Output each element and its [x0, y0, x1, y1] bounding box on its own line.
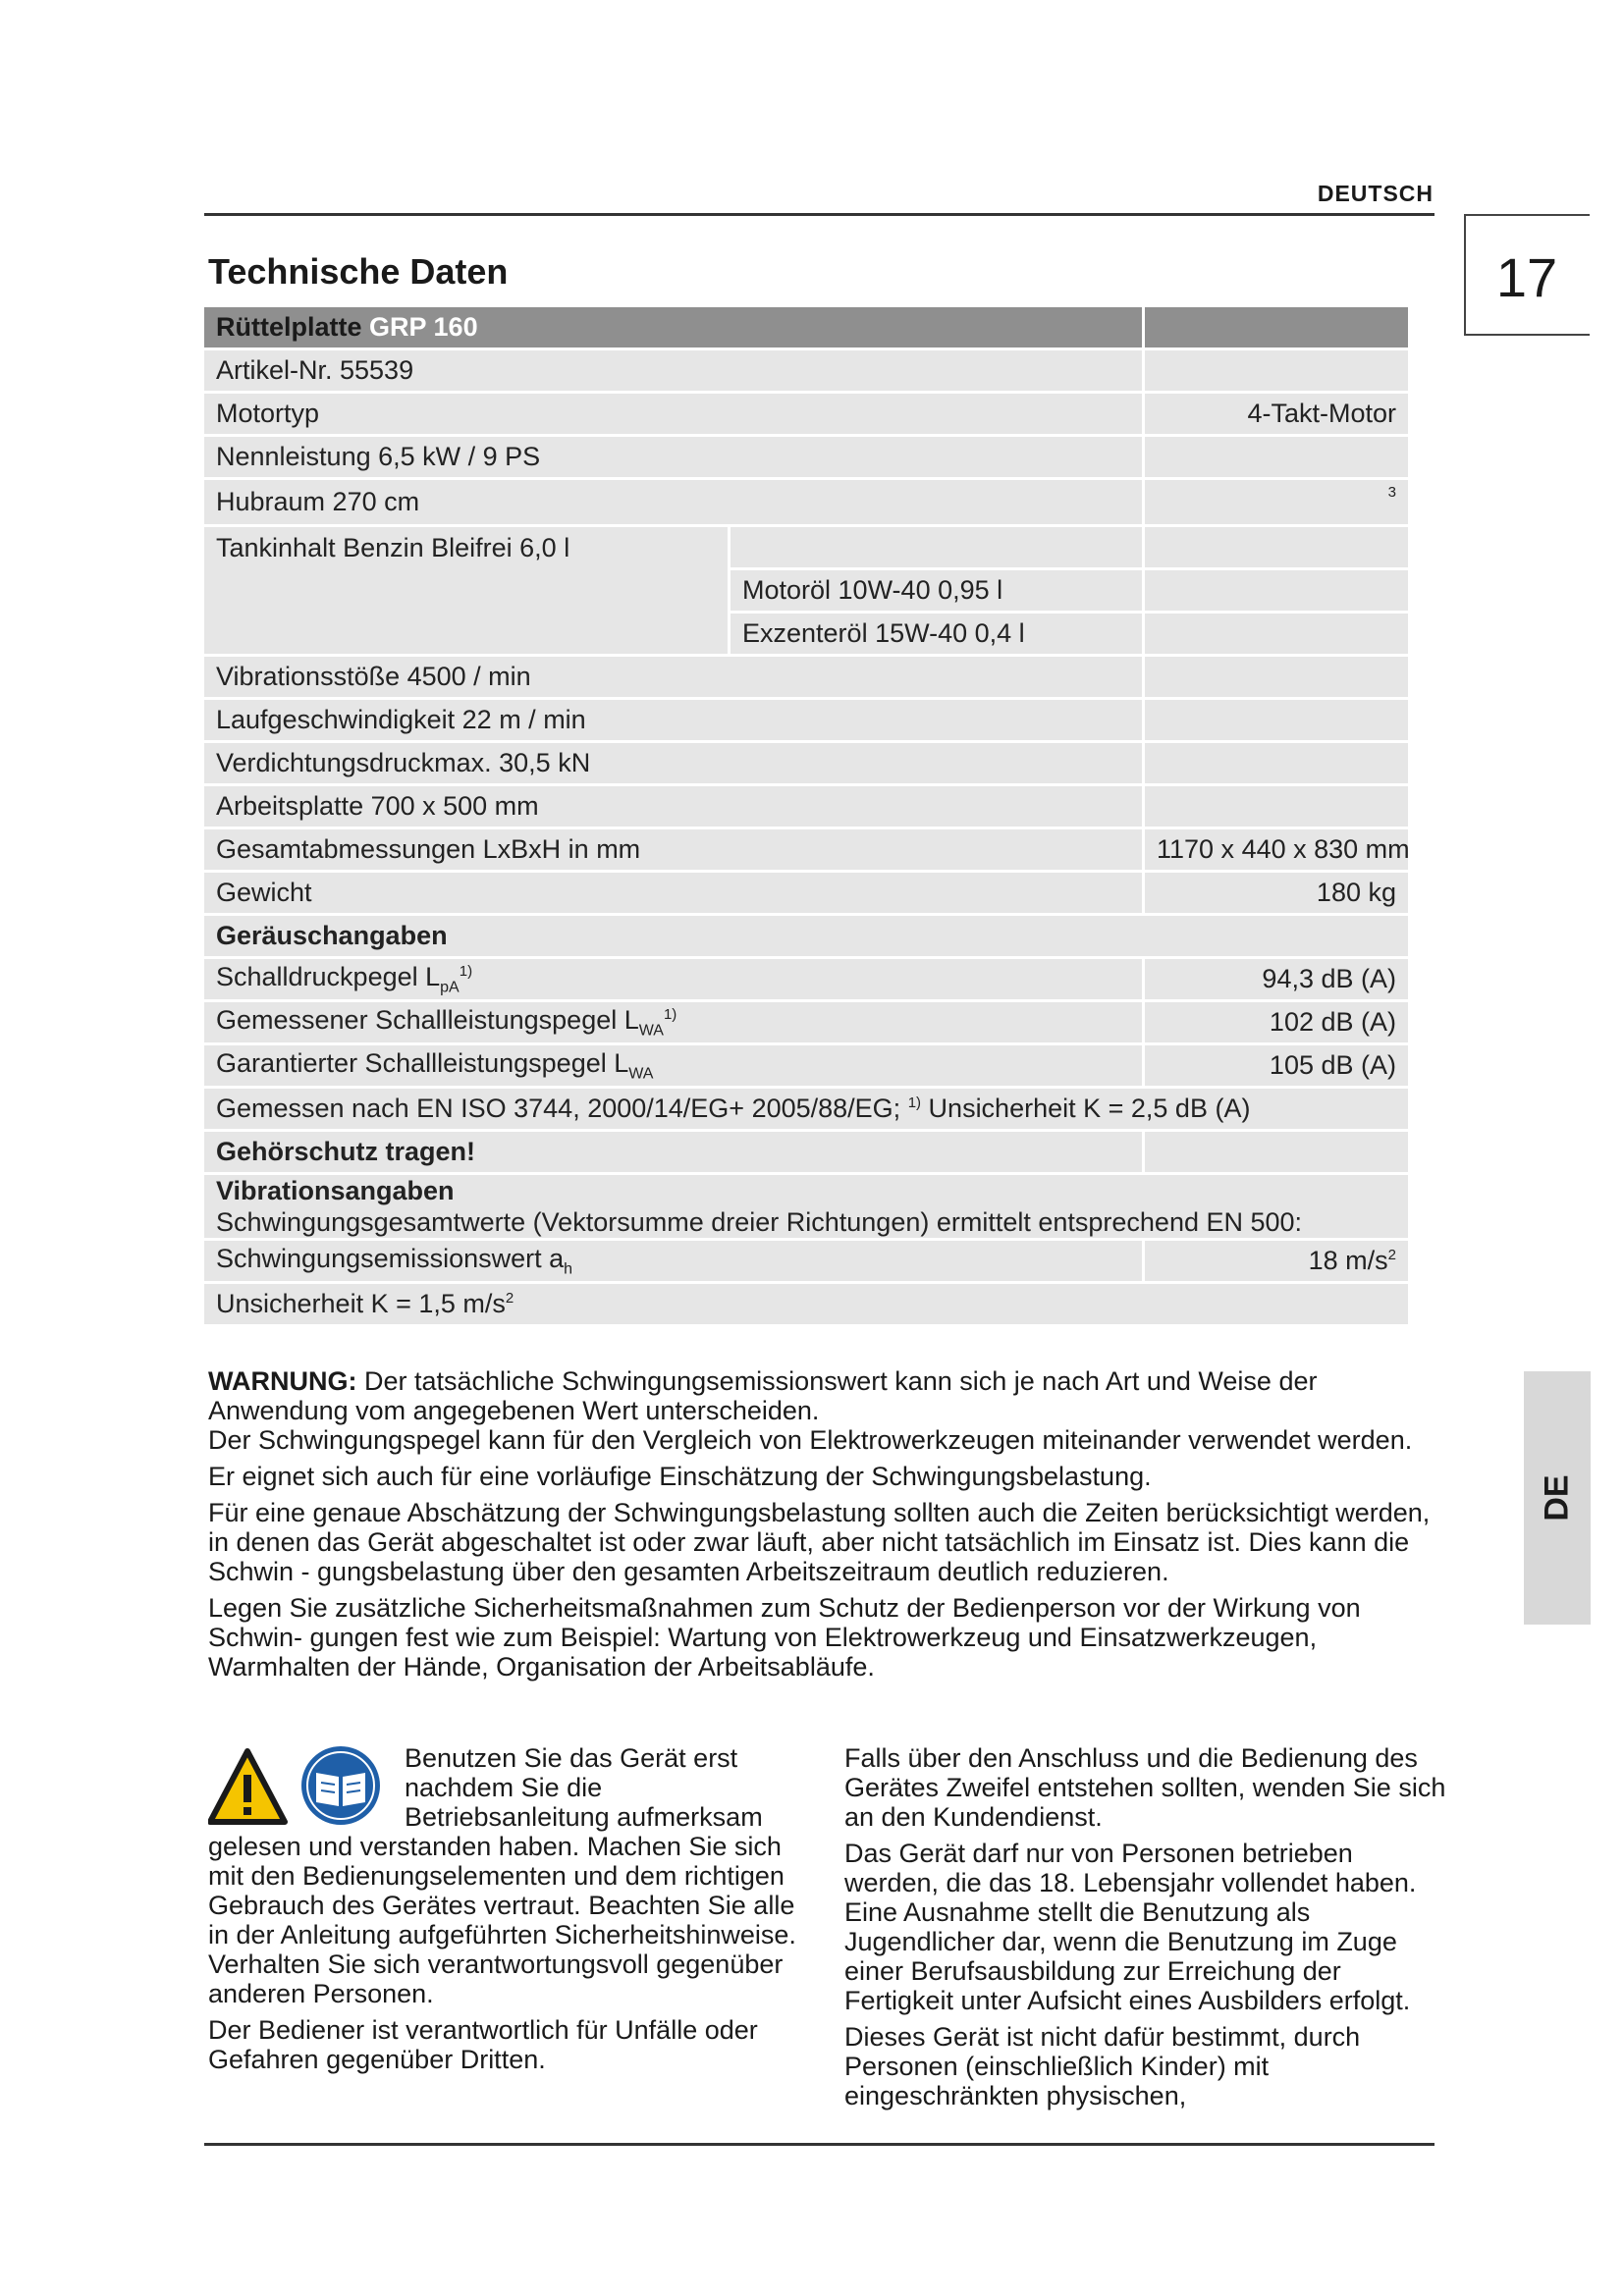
spec-table-header	[204, 307, 1408, 347]
table-row	[204, 700, 1408, 740]
measured-swl-label: Gemessener Schallleistungspegel L	[216, 1004, 639, 1035]
table-row	[204, 394, 1408, 434]
safety-icons	[208, 1743, 395, 1832]
warning-paragraph: Er eignet sich auch für eine vorläufige Einschätzung der Schwingungsbelastung.	[208, 1462, 1152, 1491]
right-paragraph: Falls über den Anschluss und die Bedienung des Gerätes Zweifel entstehen sollten, wenden Sie sich an den Kundendienst.	[844, 1743, 1446, 1832]
vibration-desc: Schwingungsgesamtwerte (Vektorsumme dreier Richtungen) ermittelt entsprechend EN 500:	[216, 1207, 1303, 1237]
spec-label: Nennleistung 6,5 kW / 9 PS	[204, 437, 1145, 477]
spec-label: Vibrationsstöße 4500 / min	[204, 657, 1145, 697]
table-row	[204, 657, 1408, 697]
ear-protection: Gehörschutz tragen!	[204, 1132, 1145, 1172]
warning-paragraph	[208, 1366, 1447, 1455]
table-row	[204, 743, 1408, 783]
language-header: DEUTSCH	[1317, 181, 1434, 206]
spec-label	[204, 1241, 1145, 1281]
table-row	[204, 1132, 1408, 1172]
spec-label: Verdichtungsdruckmax. 30,5 kN	[204, 743, 1145, 783]
spec-value	[1145, 437, 1408, 477]
spec-value: 4-Takt-Motor	[1145, 394, 1408, 434]
spec-label: Motortyp	[204, 394, 1145, 434]
measured-swl-sub: WA	[638, 1022, 664, 1040]
spec-label	[204, 1045, 1145, 1086]
spl-sub: pA	[440, 979, 460, 996]
table-row	[204, 1045, 1408, 1086]
spec-value	[1145, 350, 1408, 391]
spec-value: 3	[1145, 480, 1408, 524]
table-row	[204, 829, 1408, 870]
spec-label	[204, 1089, 1408, 1129]
spec-label: Gesamtabmessungen LxBxH in mm	[204, 829, 1145, 870]
spec-value: 1170 x 440 x 830 mm	[1145, 829, 1408, 870]
right-paragraph: Das Gerät darf nur von Personen betrieben werden, die das 18. Lebensjahr vollendet haben. Eine Ausnahme stellt die Benutzung als Jugendlicher dar, wenn die Benutzung im Zuge einer Berufsausbildung zur Erreichung der Fertigkeit unter Aufsicht eines Ausbilders erfolgt.	[844, 1839, 1417, 2015]
warning-text-1: Der tatsächliche Schwingungsemissionswert kann sich je nach Art und Weise der Anwendung vom angegebenen Wert unterscheiden.	[208, 1366, 1318, 1425]
table-row	[204, 1175, 1408, 1238]
language-side-tab	[1524, 1371, 1591, 1625]
table-row	[204, 527, 1408, 567]
spec-sublabel: Exzenteröl 15W-40 0,4 l	[731, 614, 1145, 654]
spec-value: 94,3 dB (A)	[1145, 959, 1408, 999]
page-title: Technische Daten	[208, 251, 509, 292]
spec-table-header-cell	[204, 307, 1145, 347]
left-paragraph: Der Bediener ist verantwortlich für Unfälle oder Gefahren gegenüber Dritten.	[208, 2015, 758, 2074]
warning-triangle-icon	[210, 1751, 285, 1822]
spec-value	[1145, 786, 1408, 827]
table-row	[204, 1002, 1408, 1042]
spl-label: Schalldruckpegel L	[216, 961, 441, 991]
spec-label: Hubraum 270 cm	[204, 480, 1145, 524]
spec-value	[1145, 700, 1408, 740]
emission-value-sup: 2	[1387, 1247, 1396, 1263]
noise-heading: Geräuschangaben	[204, 916, 1408, 956]
spec-value	[1145, 1241, 1408, 1281]
table-row	[204, 1284, 1408, 1324]
spec-label: Gewicht	[204, 873, 1145, 913]
uncertainty-label: Unsicherheit K = 1,5 m/s	[216, 1289, 506, 1318]
spec-sublabel: Motoröl 10W-40 0,95 l	[731, 570, 1145, 611]
table-row	[204, 916, 1408, 956]
warning-paragraph: Für eine genaue Abschätzung der Schwingungsbelastung sollten auch die Zeiten berücksichtigt werden, in denen das Gerät abgeschaltet ist oder zwar läuft, aber nicht tatsächlich im Einsatz ist. Dies kann die Schwin - gungsbelastung über den gesamten Arbeitszeitraum deutlich reduzieren.	[208, 1498, 1431, 1586]
spec-value	[1145, 657, 1408, 697]
spec-table	[204, 304, 1408, 1327]
spec-label: Artikel-Nr. 55539	[204, 350, 1145, 391]
guaranteed-swl-label: Garantierter Schallleistungspegel L	[216, 1047, 629, 1078]
table-row	[204, 350, 1408, 391]
spec-label: Arbeitsplatte 700 x 500 mm	[204, 786, 1145, 827]
spec-value	[1145, 743, 1408, 783]
top-rule	[204, 213, 1435, 216]
spec-value	[1145, 570, 1408, 611]
left-column	[208, 1743, 812, 2081]
spec-empty	[731, 527, 1145, 567]
spec-label: Laufgeschwindigkeit 22 m / min	[204, 700, 1145, 740]
warning-paragraph: Legen Sie zusätzliche Sicherheitsmaßnahmen zum Schutz der Bedienperson vor der Wirkung von Schwin- gungen fest wie zum Beispiel: Wartung von Elektrowerkzeug und Einsatzwerkzeugen, Warmhalten der Hände, Organisation der Arbeitsabläufe.	[208, 1593, 1361, 1682]
table-row	[204, 959, 1408, 999]
page-number: 17	[1495, 246, 1558, 308]
spec-label	[204, 1002, 1145, 1042]
spec-value: 102 dB (A)	[1145, 1002, 1408, 1042]
measured-swl-sup: 1)	[663, 1005, 677, 1023]
spec-value	[1145, 1132, 1408, 1172]
guaranteed-swl-sub: WA	[628, 1065, 654, 1083]
measured-per-a: Gemessen nach EN ISO 3744, 2000/14/EG+ 2005/88/EG;	[216, 1094, 908, 1123]
measured-per-sup: 1)	[907, 1095, 922, 1111]
read-manual-icon	[301, 1746, 380, 1825]
emission-sub: h	[564, 1260, 573, 1278]
spec-value: 105 dB (A)	[1145, 1045, 1408, 1086]
table-row	[204, 480, 1408, 524]
measured-per-b: Unsicherheit K = 2,5 dB (A)	[921, 1094, 1251, 1123]
table-row	[204, 1089, 1408, 1129]
vibration-heading: Vibrationsangaben	[216, 1176, 455, 1205]
table-row	[204, 873, 1408, 913]
table-row	[204, 437, 1408, 477]
language-side-tab-label: DE	[1538, 1474, 1576, 1522]
spec-table-header-empty	[1145, 307, 1408, 347]
bottom-rule	[204, 2143, 1435, 2146]
table-row	[204, 1241, 1408, 1281]
spec-label: Tankinhalt Benzin Bleifrei 6,0 l	[204, 527, 731, 654]
right-column	[844, 1743, 1448, 2117]
warning-label: WARNUNG:	[208, 1366, 357, 1396]
spec-label	[204, 959, 1145, 999]
spl-sup: 1)	[459, 962, 473, 980]
uncertainty-sup: 2	[505, 1290, 514, 1307]
emission-label: Schwingungsemissionswert a	[216, 1243, 565, 1273]
warning-block	[208, 1366, 1447, 1688]
header-model: GRP 160	[369, 312, 478, 342]
spec-value: 180 kg	[1145, 873, 1408, 913]
left-paragraph: Benutzen Sie das Gerät erst nachdem Sie die Betriebsanleitung aufmerksam gelesen und verstanden haben. Machen Sie sich mit den Bedienungselementen und dem richtigen Gebrauch des Gerätes vertraut. Beachten Sie alle in der Anleitung aufgeführten Sicherheitshinweise. Verhalten Sie sich verantwortungsvoll gegenüber anderen Personen.	[208, 1743, 796, 2008]
right-paragraph: Dieses Gerät ist nicht dafür bestimmt, durch Personen (einschließlich Kinder) mit eingeschränkten physischen,	[844, 2022, 1361, 2110]
spec-value	[1145, 614, 1408, 654]
vibration-info	[204, 1175, 1408, 1238]
table-row	[204, 786, 1408, 827]
spec-value	[1145, 527, 1408, 567]
emission-value: 18 m/s	[1308, 1246, 1388, 1275]
warning-text-1b: Der Schwingungspegel kann für den Vergleich von Elektrowerkzeugen miteinander verwendet werden.	[208, 1425, 1413, 1455]
header-label: Rüttelplatte	[216, 312, 370, 342]
spec-label	[204, 1284, 1408, 1324]
